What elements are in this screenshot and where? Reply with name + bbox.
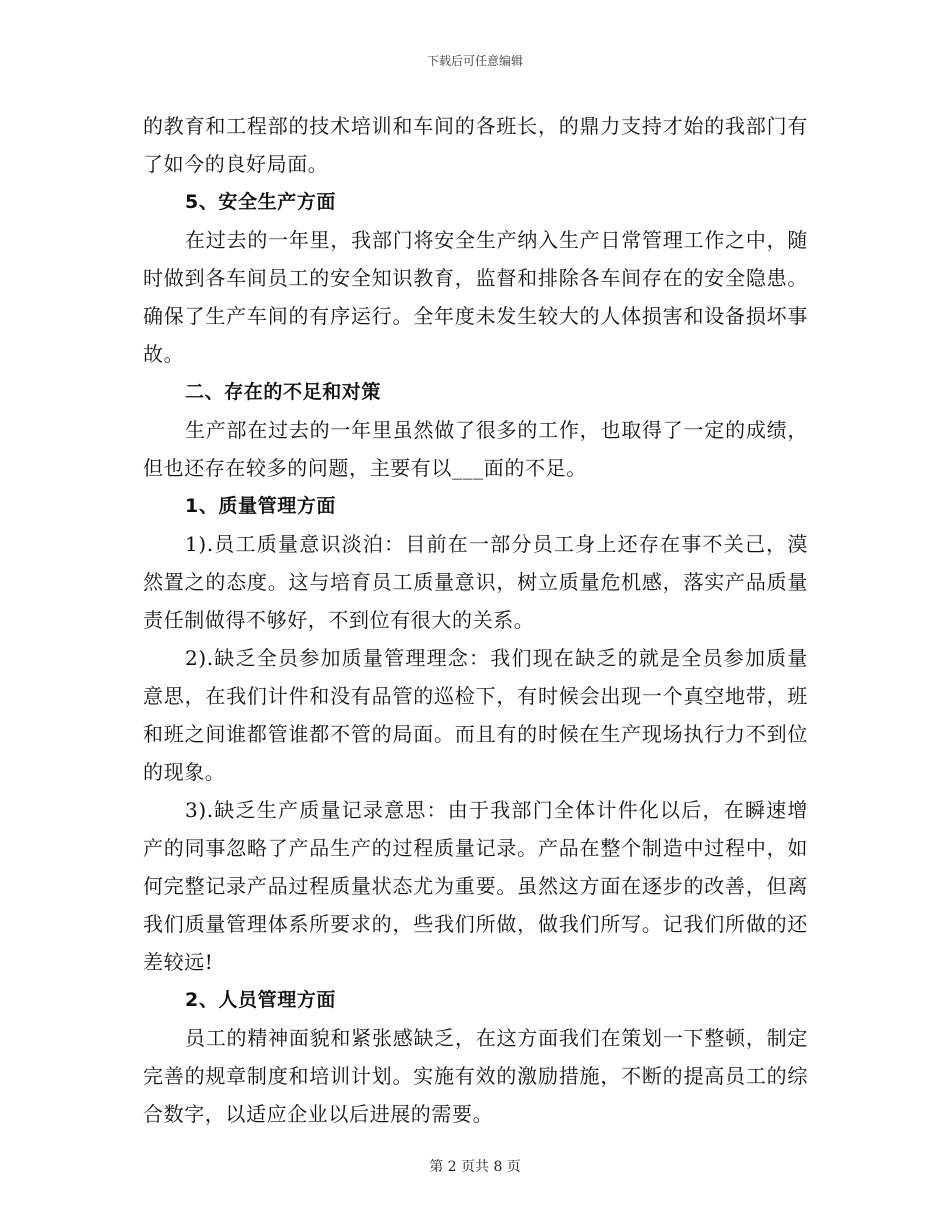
- section-heading-quality: 1、质量管理方面: [185, 495, 337, 517]
- document-body: [143, 107, 808, 1133]
- paragraph-quality-3: 3).缺乏生产质量记录意思：由于我部门全体计件化以后，在瞬速增产的同事忽略了产品生产的过程质量记录。产品在整个制造中过程中，如何完整记录产品过程质量状态尤为重要。虽然这方面在逐步的改善，但离我们质量管理体系所要求的，些我们所做，做我们所写。记我们所做的还差较远!: [143, 798, 808, 974]
- paragraph-personnel: 员工的精神面貌和紧张感缺乏，在这方面我们在策划一下整顿，制定完善的规章制度和培训计划。实施有效的激励措施，不断的提高员工的综合数字，以适应企业以后进展的需要。: [143, 1026, 808, 1126]
- section-heading-personnel: 2、人员管理方面: [185, 989, 337, 1011]
- page-footer: 第 2 页共 8 页: [429, 1159, 521, 1175]
- paragraph-continuation: 的教育和工程部的技术培训和车间的各班长，的鼎力支持才始的我部门有了如今的良好局面。: [143, 114, 808, 176]
- paragraph-safety: 在过去的一年里，我部门将安全生产纳入生产日常管理工作之中，随时做到各车间员工的安全知识教育，监督和排除各车间存在的安全隐患。确保了生产车间的有序运行。全年度未发生较大的人体损害和设备损坏事故。: [143, 228, 808, 366]
- paragraph-quality-2: 2).缺乏全员参加质量管理理念：我们现在缺乏的就是全员参加质量意思，在我们计件和没有品管的巡检下，有时候会出现一个真空地带，班和班之间谁都管谁都不管的局面。而且有的时候在生产现场执行力不到位的现象。: [143, 646, 808, 784]
- paragraph-quality-1: 1).员工质量意识淡泊：目前在一部分员工身上还存在事不关己，漠然置之的态度。这与培育员工质量意识，树立质量危机感，落实产品质量责任制做得不够好，不到位有很大的关系。: [143, 532, 808, 632]
- paragraph-shortcomings-intro: 生产部在过去的一年里虽然做了很多的工作，也取得了一定的成绩，但也还存在较多的问题，主要有以___面的不足。: [143, 418, 808, 480]
- page-header: 下载后可任意编辑: [426, 54, 523, 68]
- section-heading-shortcomings: 二、存在的不足和对策: [185, 381, 382, 403]
- section-heading-safety: 5、安全生产方面: [185, 191, 337, 213]
